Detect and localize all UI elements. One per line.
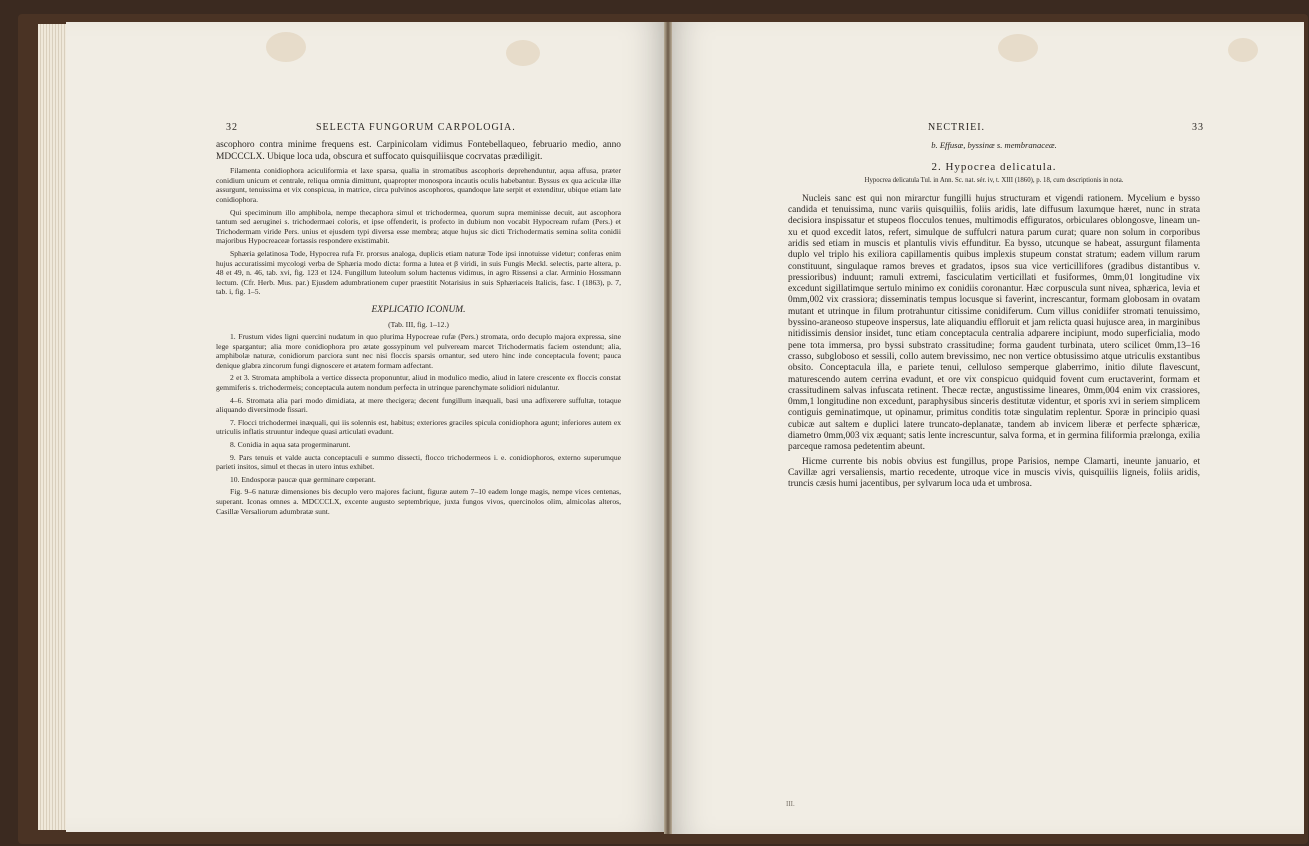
page-edges [38, 24, 68, 830]
foxing-stain [506, 40, 540, 66]
figure-explanation: 9. Pars tenuis et valde aucta conceptaculi e summo dissecti, flocco trichodermeos i. e. conidiophoros, externo superumque parieti insitos, simul et thecas in utero intus exhibet. [216, 452, 621, 472]
figure-explanation: 2 et 3. Stromata amphibola a vertice dissecta proponuntur, aliud in modulico medio, aliud in latere crescente ex floccis constat gemmiferis s. trichodermeis; conceptacula autem nondum perfecta in utrinque parenchymate solidiori nidulantur. [216, 373, 621, 393]
habitat-paragraph: Hicme currente bis nobis obvius est fungillus, prope Parisios, nempe Clamarti, ineunte januario, et Cavillæ agri versaliensis, martio recedente, utroque vice in muscis vivis, quisquiliis ligneis, foliis aridis, truncis cæsis humi jacentibus, per sylvarum loca uda et umbrosa. [788, 456, 1200, 490]
explicatio-subtitle: (Tab. III, fig. 1–12.) [388, 319, 449, 329]
explicatio-title: EXPLICATIO ICONUM. [371, 304, 466, 315]
subsection-heading: b. Effusæ, byssinæ s. membranaceæ. [931, 140, 1057, 150]
figure-explanation: 8. Conidia in aqua sata progerminarunt. [230, 440, 351, 450]
running-title-right: NECTRIEI. [928, 122, 986, 133]
page-number-left: 32 [226, 122, 238, 133]
species-heading: 2. Hypocrea delicatula. [931, 160, 1057, 173]
paragraph: Sphæria gelatinosa Tode, Hypocrea rufa Fr. prorsus analoga, duplicis etiam naturæ Tode ipsi innotuisse videtur; conferas enim hujus accuratissimi mycologi verba de Sphæria modo dicta: forma a lutea et β viridi, in suis Fungis Meckl. selectis, parte altera, p. 48 et 49, n. 46, tab. xvi, fig. 123 et 124. Fungillum luteolum solum hactenus vidimus, in agro Rissensi a clar. Arminio Hossmann lectum. (Cfr. Herb. Mus. par.) Ejusdem adumbrationem cuper praestitit Notarisius in suis Sphæriaceis Italicis, fasc. I (1863), p. 7, tab. i, fig. 1–5. [216, 248, 621, 297]
description-paragraph: Nucleis sanc est qui non mirarctur fungilli hujus structuram et vigendi rationem. Mycelium e bysso candida et tenuissima, nunc variis quisquiliis, foliis aridis, late diffusum laxumque hæret, nunc in strata decisiora inspissatur et stupeos flocculos tenues, multimodis effiguratos, orbiculares oblongosve, lineam un-xu et quod excedit latos, refert, simulque de suffulcri natura parum curat; quare non solum in corporibus aridis sed etiam in muscis et plantulis vivis effunditur. Ea bysso, utcunque se habeat, assurgunt filamenta duplo vel triplo his exiliora capillamentis quibus implexis stupeum constat stratum; eadem villum rarum constituunt, singulaque ramos breves et gradatos, ipsos sua vice verticillifores (gradibus distantibus v. pressioribus) induunt; ramuli extremi, fasciculatim verticillati et fusiformes, 0mm,01 longitudine vix excedunt sigillatimque sertulo minimo ex conidiis coronantur. Hæc corpuscula sunt nivea, sphærica, levia et 0mm,002 vix crassiora; disseminatis tempus locusque si faverint, increscantur, formam globosam in ovatam mutant et utrinque in filum protrahuntur citissime conidiferum. Cum villus conidiifer stromati tenuissimo, byssino-araneoso stupeove inspersus, late aliquandiu effloruit et jam relicta quasi hujusce area, in marginibus nitidissimis densior insidet, tunc etiam conceptacula centralia adparere incipiunt, modo superficialia, modo pene tota immersa, pro byssi substrato crassitudine; forma gaudent turbinata, utero scilicet 0mm,13–16 crasso, subgloboso et sessili, collo autem brevissimo, nec non vertice obtusissimo atque utriculis exstantibus obsito. Conceptacula illa, e pariete tenui, celluloso semperque glaberrimo, initio dilute flavescunt, maturescendo autem cerrina evadunt, et ore vix conspicuo quidquid fovent cum eructaverint, formam et crassitudinem salvas infuscata retinent. Thecæ rectæ, angustissime lineares, 0mm,004 enim vix crassiores, 0mm,1 longitudine non excedunt, paraphysibus sinceris destitutæ videntur, et sporis xvi in seriem simplicem contiguis geminatimque, ut opinamur, primitus conditis totæ singulatim replentur. Sporæ in principio quasi cubicæ aut saltem e duplici latere truncato-deplanatæ, tandem ab invicem liberæ et perfecte sphæricæ, diametro 0mm,003 vix æquant; satis lente increscuntur, salva forma, et in germina filiformia prælonga, exilia parceque ramosa pedetentim abeunt. [788, 193, 1200, 453]
right-text-block [788, 140, 1200, 820]
signature-mark: III. [786, 800, 795, 808]
figure-explanation: 4–6. Stromata alia pari modo dimidiata, at mere thecigera; decent fungillum inæquali, basi una adfixerere suffultæ, totaque aliquando diversimode fissari. [216, 395, 621, 415]
synonym-line: Hypocrea delicatula Tul. in Ann. Sc. nat. sér. iv, t. XIII (1860), p. 18, cum descriptionis in nota. [864, 177, 1124, 185]
foxing-stain [1228, 38, 1258, 62]
foxing-stain [266, 32, 306, 62]
left-page [66, 22, 666, 832]
paragraph: Qui speciminum illo amphibola, nempe thecaphora simul et trichodermea, quorum supra meminisse decuit, aut ascophora tantum sed aeruginei s. trichodermaei coloris, et ipse offenderit, is profecto in dubium non vocabit Hypocream rufam (Pers.) et Trichodermam viride Pers. unius et ejusdem typi diversa esse membra; atque hujus sic dicti Trichodermatis semina solita conidii majoribus Hypocreaceæ fortassis respondere existimabit. [216, 207, 621, 246]
page-number-right: 33 [1192, 122, 1204, 133]
foxing-stain [998, 34, 1038, 62]
paragraph: Filamenta conidiophora aciculiformia et laxe sparsa, qualia in stromatibus ascophoris deprehenduntur, aqua affusa, præter conidium unicum et centrale, reliqua omnia dimittunt, quapropter monospora incautis oculis habebantur. Byssus ex qua aciculæ illæ assurgunt, tenuissima et vix conspicua, in matrice, circa pulvinos ascophoros, quandoque late serpit et extenditur, ubique etiam late conidiophora. [216, 166, 621, 204]
right-page [668, 22, 1304, 834]
intro-paragraph: ascophoro contra minime frequens est. Carpinicolam vidimus Fontebellaqueo, februario medio, anno MDCCCLX. Ubique loca uda, obscura et suffocato quisquiliisque cocrvatas prædiligit. [216, 140, 621, 162]
figure-explanation: 1. Frustum vides ligni quercini nudatum in quo plurima Hypocreae rufæ (Pers.) stromata, ordo decuplo majora expressa, sine lege spargantur; alia more conidiophora pro ætate gossypinum vel pulveream marcet Trichodermatis faciem ostendunt; alia, amphibolæ naturæ, conidiorum parciora sunt nec nisi floccis sparsis ornantur, sed utero hinc inde conceptacula fovent; pauca denique glabra zincorum fungi dignoscere et ætatem formam adfectant. [216, 332, 621, 370]
figure-explanation: 10. Endosporæ paucæ quæ germinare cœperant. [230, 474, 376, 484]
left-text-block [216, 140, 621, 830]
running-title-left: SELECTA FUNGORUM CARPOLOGIA. [316, 122, 516, 133]
book-gutter [664, 22, 672, 834]
figure-explanation: 7. Flocci trichodermei inæquali, qui iis solennis est, habitus; exteriores graciles spicula conidiophora agunt; inferiores autem ex utriculis inflatis struuntur indeque quasi articulati evadunt. [216, 417, 621, 437]
figure-explanation: Fig. 9–6 naturæ dimensiones bis decuplo vero majores faciunt, figuræ autem 7–10 eadem longe magis, nempe vices centenas, superant. Iconas omnes a. MDCCCLX, excente augusto septembrique, juxta fungos vivos, quercinolos olim, almicolas alteros, Casillæ Versaliorum adumbratæ sunt. [216, 487, 621, 516]
